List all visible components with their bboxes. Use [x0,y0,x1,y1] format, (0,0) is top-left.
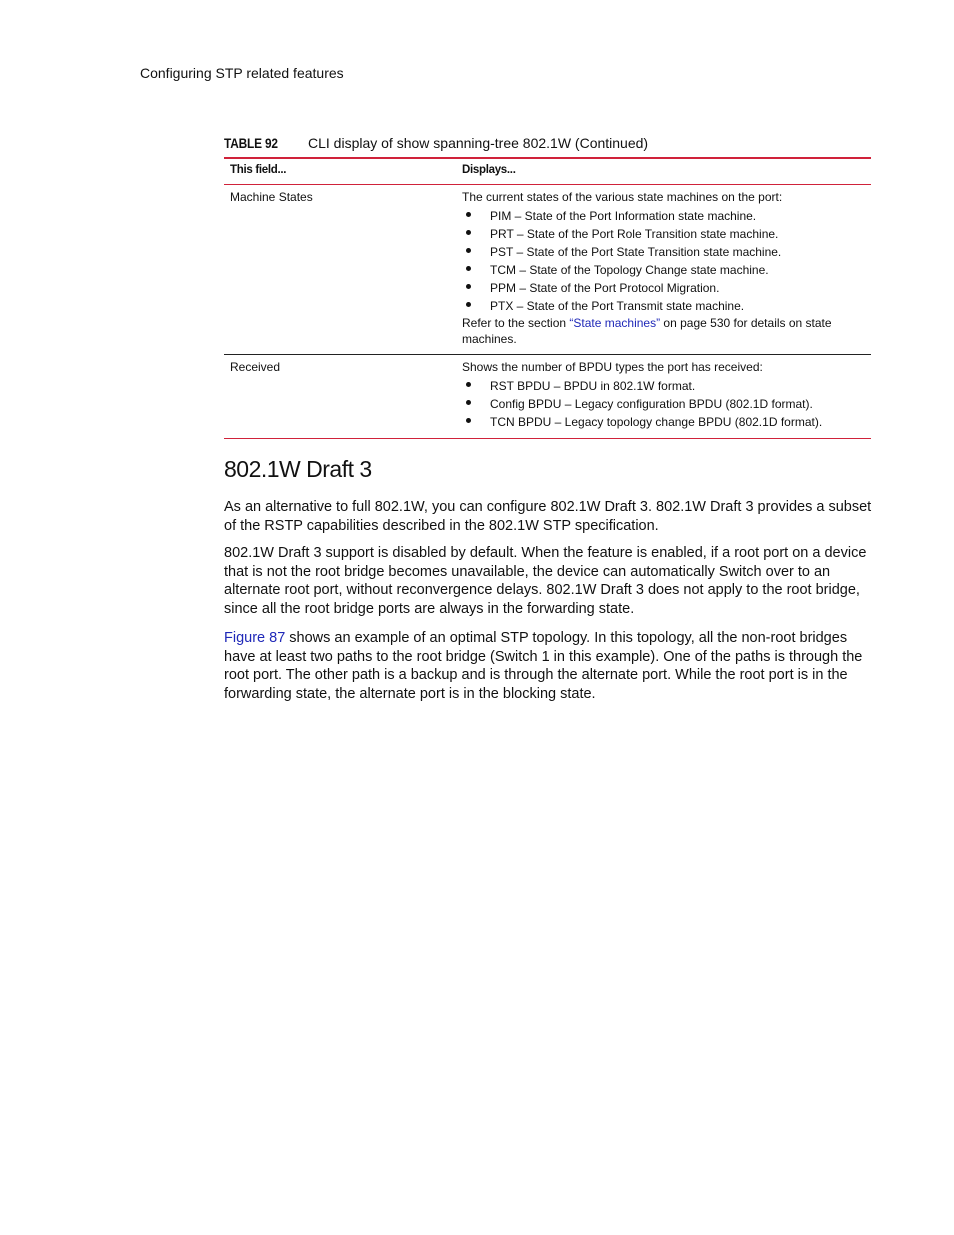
figure-87-link[interactable]: Figure 87 [224,630,286,646]
list-item: RST BPDU – BPDU in 802.1W format. [462,377,871,395]
table-title: CLI display of show spanning-tree 802.1W (Continued) [308,135,649,151]
description-intro: Shows the number of BPDU types the port has received: [462,360,763,374]
field-description [456,185,871,355]
description-intro: The current states of the various state machines on the port: [462,190,783,204]
list-item: TCM – State of the Topology Change state machine. [462,261,871,279]
paragraph-default-behavior: 802.1W Draft 3 support is disabled by default. When the feature is enabled, if a root port on a device that is not the root bridge becomes unavailable, the device can automatically Switch over to an alternate root port, without reconvergence delays. 802.1W Draft 3 does not apply to the root bridge, since all the root bridge ports are always in the forwarding state. [224,545,867,618]
table-caption [224,135,871,151]
table-row [224,185,871,355]
table-header-row [224,158,871,185]
note-prefix: Refer to the section [462,316,570,330]
field-description [456,355,871,439]
description-note [462,315,871,347]
column-header-field: This field... [224,158,456,185]
list-item: PRT – State of the Port Role Transition state machine. [462,225,871,243]
list-item: TCN BPDU – Legacy topology change BPDU (802.1D format). [462,413,871,431]
parameter-table [224,157,871,439]
table-number: TABLE 92 [224,136,278,151]
list-item: Config BPDU – Legacy configuration BPDU (802.1D format). [462,395,871,413]
paragraph-figure-reference [224,629,872,704]
running-header: Configuring STP related features [140,65,344,81]
paragraph-figure-text: shows an example of an optimal STP topology. In this topology, all the non-root bridges have at least two paths to the root bridge (Switch 1 in this example). One of the paths is through the root port. The other path is a backup and is through the alternate port. While the root port is in the forwarding state, the alternate port is in the blocking state. [224,630,863,703]
field-name: Received [224,355,456,439]
state-machines-link[interactable]: “State machines” [569,316,661,330]
list-item: PIM – State of the Port Information state machine. [462,207,871,225]
list-item: PPM – State of the Port Protocol Migration. [462,279,871,297]
column-header-displays: Displays... [456,158,871,185]
section-heading: 802.1W Draft 3 [224,456,372,482]
bullet-list [462,207,871,315]
note-suffix: on page 530 for details on state machines. [462,316,832,346]
list-item: PST – State of the Port State Transition state machine. [462,243,871,261]
table-row [224,355,871,439]
bullet-list [462,377,871,431]
paragraph-intro: As an alternative to full 802.1W, you can configure 802.1W Draft 3. 802.1W Draft 3 provides a subset of the RSTP capabilities described in the 802.1W STP specification. [224,499,872,534]
list-item: PTX – State of the Port Transmit state machine. [462,297,871,315]
field-name: Machine States [224,185,456,355]
